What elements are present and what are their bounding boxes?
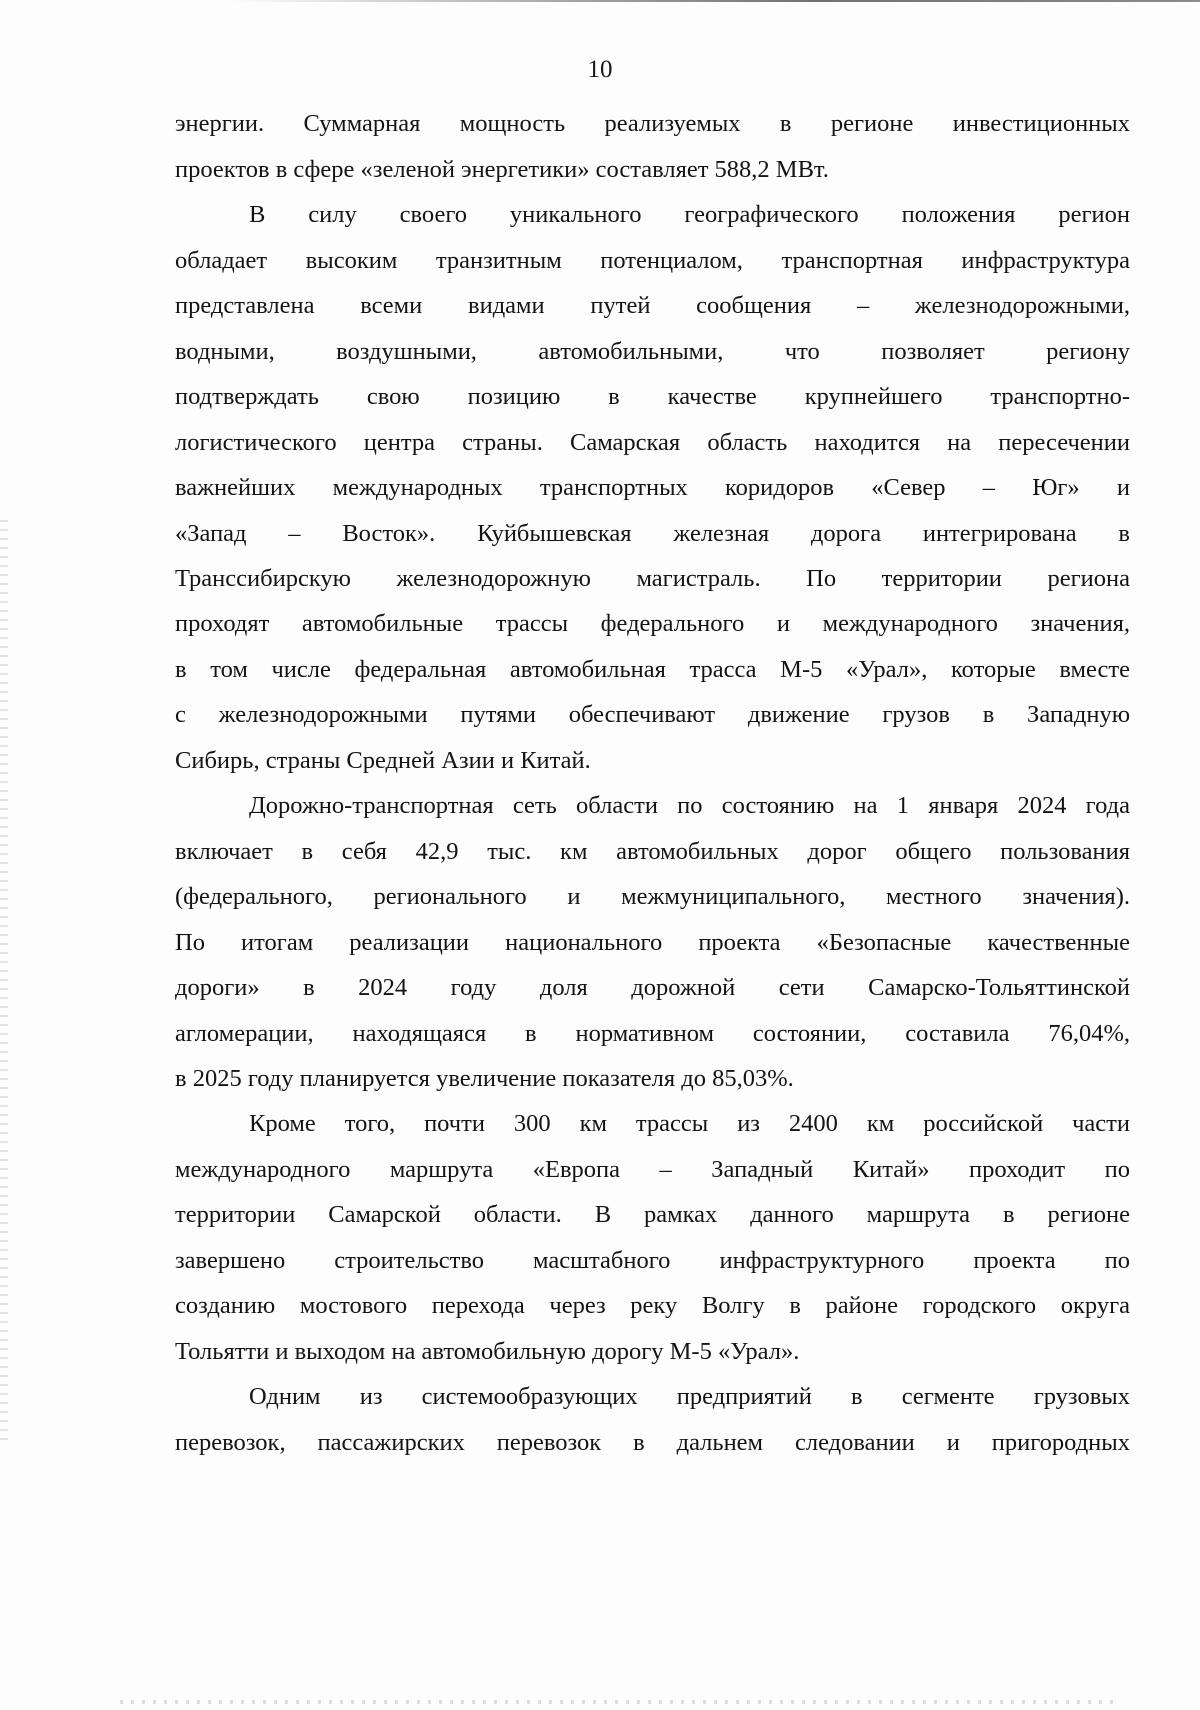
text-line: проектов в сфере «зеленой энергетики» составляет 588,2 МВт. [175,156,829,183]
text-line: международного маршрута «Европа – Западный Китай» проходит по [175,1156,1130,1183]
text-line: важнейших международных транспортных коридоров «Север – Юг» и [175,474,1130,501]
text-line: представлена всеми видами путей сообщения – железнодорожными, [175,292,1130,319]
text-line: территории Самарской области. В рамках данного маршрута в регионе [175,1201,1130,1228]
text-line: агломерации, находящаяся в нормативном состоянии, составила 76,04%, [175,1020,1130,1047]
scan-edge-shadow [230,0,1200,2]
text-line: Тольятти и выходом на автомобильную дорогу М-5 «Урал». [175,1338,800,1365]
scan-edge-shadow [0,520,8,1440]
text-line: проходят автомобильные трассы федерального и международного значения, [175,610,1130,637]
text-line: с железнодорожными путями обеспечивают движение грузов в Западную [175,701,1130,728]
text-line: в том числе федеральная автомобильная трасса М-5 «Урал», которые вместе [175,656,1130,683]
scan-edge-shadow [120,1700,1120,1704]
text-line: перевозок, пассажирских перевозок в дальнем следовании и пригородных [175,1429,1130,1456]
text-line: включает в себя 42,9 тыс. км автомобильных дорог общего пользования [175,838,1130,865]
text-line: водными, воздушными, автомобильными, что позволяет региону [175,338,1130,365]
text-line: По итогам реализации национального проекта «Безопасные качественные [175,929,1130,956]
text-line: Дорожно-транспортная сеть области по состоянию на 1 января 2024 года [249,792,1130,819]
text-line: «Запад – Восток». Куйбышевская железная дорога интегрирована в [175,520,1130,547]
text-line: созданию мостового перехода через реку Волгу в районе городского округа [175,1292,1130,1319]
text-line: подтверждать свою позицию в качестве крупнейшего транспортно- [175,383,1130,410]
text-line: дороги» в 2024 году доля дорожной сети Самарско-Тольяттинской [175,974,1130,1001]
text-line: (федерального, регионального и межмуниципального, местного значения). [175,883,1130,910]
text-line: энергии. Суммарная мощность реализуемых в регионе инвестиционных [175,110,1130,137]
text-line: в 2025 году планируется увеличение показателя до 85,03%. [175,1065,794,1092]
text-line: логистического центра страны. Самарская область находится на пересечении [175,429,1130,456]
text-line: завершено строительство масштабного инфраструктурного проекта по [175,1247,1130,1274]
text-line: обладает высоким транзитным потенциалом, транспортная инфраструктура [175,247,1130,274]
page-number: 10 [587,56,613,83]
text-line: Транссибирскую железнодорожную магистраль. По территории региона [175,565,1130,592]
text-line: Сибирь, страны Средней Азии и Китай. [175,747,591,774]
text-line: В силу своего уникального географического положения регион [249,201,1130,228]
text-line: Одним из системообразующих предприятий в сегменте грузовых [249,1383,1130,1410]
text-line: Кроме того, почти 300 км трассы из 2400 км российской части [249,1110,1130,1137]
